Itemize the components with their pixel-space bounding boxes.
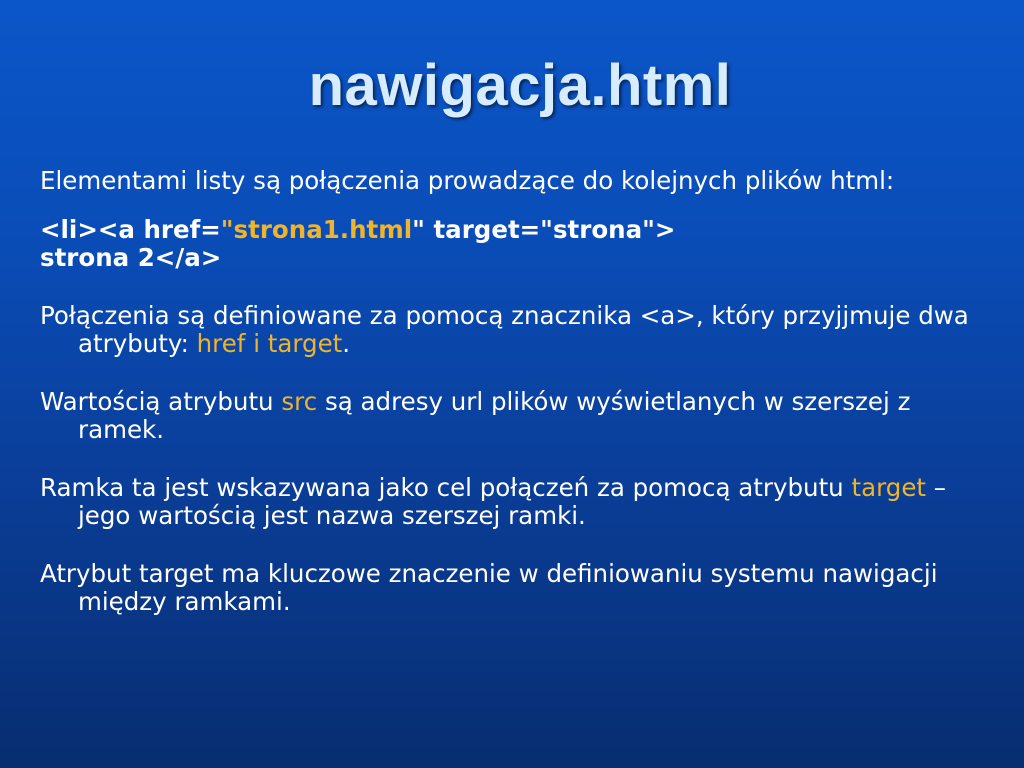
links-definition-accent: href i target (196, 329, 343, 358)
links-definition-text: Połączenia są definiowane za pomocą znacznika <a>, który przyjjmuje dwa atrybuty: (40, 301, 969, 358)
code-target-attr: " target="strona"> (412, 215, 676, 244)
code-line-2: strona 2</a> (40, 243, 222, 272)
src-text-pre: Wartością atrybutu (40, 387, 282, 416)
paragraph-target-importance: Atrybut target ma kluczowe znaczenie w definiowaniu systemu nawigacji między ramkami. (40, 559, 938, 616)
src-text-post: są adresy url plików wyświetlanych w szerszej z ramek. (78, 387, 911, 444)
paragraph-list-elements: Elementami listy są połączenia prowadzące do kolejnych plików html: (40, 166, 895, 195)
target-text-post: – jego wartością jest nazwa szerszej ramki. (78, 473, 947, 530)
code-line-1 (40, 216, 1000, 244)
code-href-value: strona1.html (233, 215, 413, 244)
src-accent: src (281, 387, 318, 416)
slide-title: nawigacja.html (308, 53, 732, 118)
links-definition-tail: . (342, 329, 351, 358)
paragraph-target-frame (40, 474, 1000, 530)
slide-body (40, 167, 1000, 616)
paragraph-links-definition (40, 302, 1000, 358)
paragraph-src-attribute (40, 388, 1000, 444)
target-accent: target (851, 473, 926, 502)
code-tag-open: <li><a href= (40, 215, 221, 244)
target-text-pre: Ramka ta jest wskazywana jako cel połączeń za pomocą atrybutu (40, 473, 852, 502)
code-quote-open: " (220, 215, 234, 244)
